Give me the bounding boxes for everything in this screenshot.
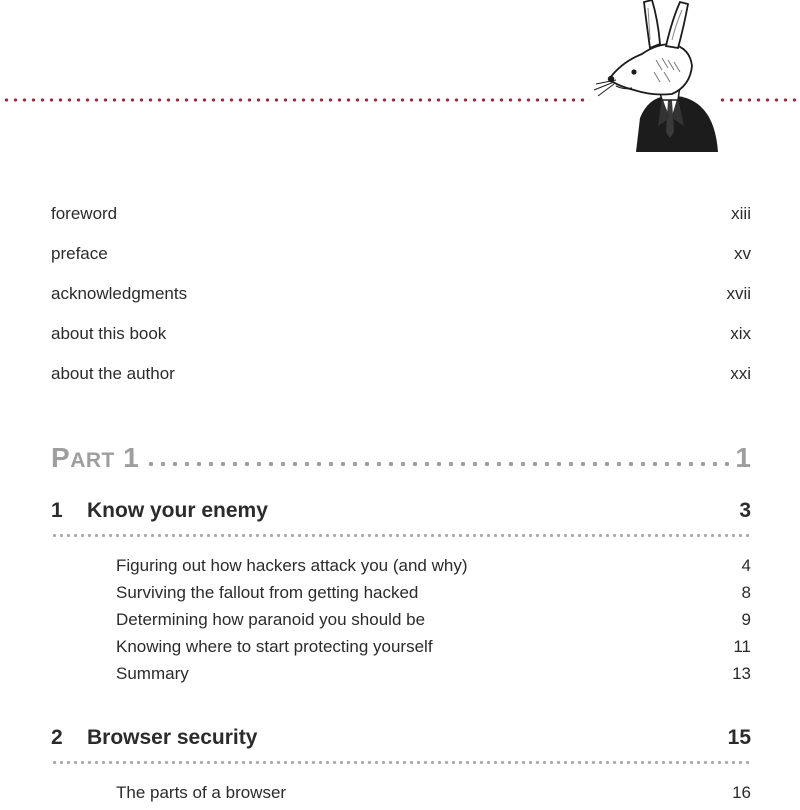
section-page: 4: [741, 556, 751, 575]
section-page: 16: [732, 783, 751, 802]
rat-mascot-icon: [592, 0, 728, 152]
section-item[interactable]: [51, 556, 751, 583]
front-matter-page: xv: [734, 244, 751, 263]
section-item[interactable]: [51, 637, 751, 664]
front-matter-page: xiii: [731, 204, 751, 223]
section-title: Figuring out how hackers attack you (and why): [116, 556, 468, 575]
front-matter-title: about this book: [51, 324, 167, 343]
front-matter-item[interactable]: [51, 202, 751, 242]
part-page: 1: [735, 442, 751, 473]
front-matter-item[interactable]: [51, 282, 751, 322]
header-dotted-rule-left: [2, 96, 590, 104]
section-list: [51, 556, 751, 691]
chapter-dotted-rule: [51, 760, 751, 765]
section-title: Surviving the fallout from getting hacked: [116, 583, 419, 602]
section-item[interactable]: [51, 783, 751, 810]
front-matter-list: [51, 202, 751, 402]
front-matter-item[interactable]: [51, 322, 751, 362]
section-title: The parts of a browser: [116, 783, 287, 802]
section-title: Summary: [116, 664, 189, 683]
front-matter-page: xvii: [726, 284, 751, 303]
chapter-page: 3: [739, 499, 751, 522]
section-item[interactable]: [51, 583, 751, 610]
chapter-2: [51, 726, 751, 810]
section-page: 11: [733, 637, 751, 656]
chapter-title: Browser security: [87, 726, 258, 749]
chapter-number: 2: [51, 726, 63, 749]
section-page: 8: [741, 583, 751, 602]
section-item[interactable]: [51, 664, 751, 691]
front-matter-item[interactable]: [51, 242, 751, 282]
section-title: Determining how paranoid you should be: [116, 610, 426, 629]
front-matter-page: xix: [730, 324, 751, 343]
chapter-dotted-rule: [51, 533, 751, 538]
part-label: PART 1: [51, 442, 140, 473]
chapter-heading[interactable]: [51, 726, 751, 760]
front-matter-page: xxi: [730, 364, 751, 383]
part-dot-leader: [145, 461, 729, 467]
section-item[interactable]: [51, 610, 751, 637]
part-heading[interactable]: [51, 442, 751, 474]
chapter-number: 1: [51, 499, 63, 522]
header-dotted-rule-right: [718, 96, 800, 104]
section-page: 9: [741, 610, 751, 629]
section-title: Knowing where to start protecting yourself: [116, 637, 433, 656]
section-page: 13: [732, 664, 751, 683]
front-matter-item[interactable]: [51, 362, 751, 402]
front-matter-title: acknowledgments: [51, 284, 188, 303]
chapter-heading[interactable]: [51, 499, 751, 533]
front-matter-title: preface: [51, 244, 108, 263]
section-list: [51, 783, 751, 810]
front-matter-title: about the author: [51, 364, 175, 383]
front-matter-title: foreword: [51, 204, 118, 223]
chapter-title: Know your enemy: [87, 499, 268, 522]
chapter-page: 15: [727, 726, 751, 749]
chapter-1: [51, 499, 751, 691]
